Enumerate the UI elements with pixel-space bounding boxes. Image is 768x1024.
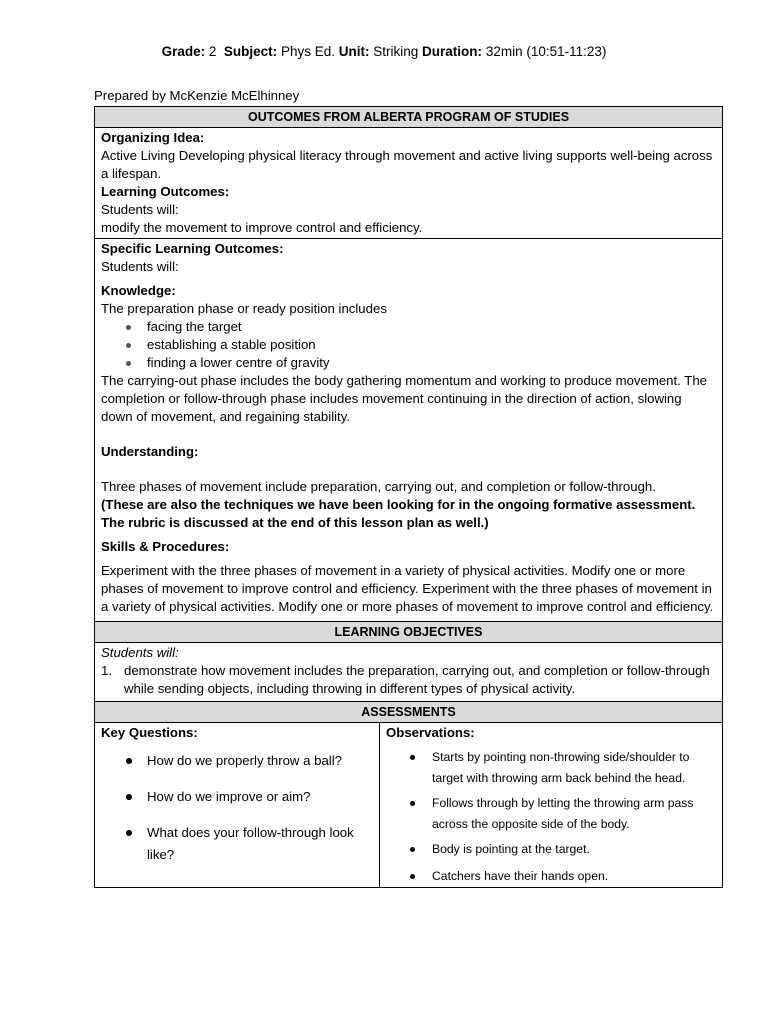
list-item: Follows through by letting the throwing arm pass across the opposite side of the body. (408, 793, 716, 835)
outcomes-heading: OUTCOMES FROM ALBERTA PROGRAM OF STUDIES (95, 107, 723, 128)
specific-outcomes-row (95, 239, 723, 622)
list-item: finding a lower centre of gravity (123, 354, 716, 372)
list-item: Body is pointing at the target. (408, 839, 716, 860)
subject-label: Subject: (223, 44, 278, 59)
students-will-text: Students will: (101, 202, 179, 217)
objectives-students-will: Students will: (101, 645, 179, 660)
list-item: establishing a stable position (123, 336, 716, 354)
organizing-idea-label: Organizing Idea: (101, 130, 205, 145)
assessments-row (95, 723, 723, 888)
knowledge-label: Knowledge: (101, 283, 176, 298)
knowledge-list (101, 318, 716, 372)
key-questions-list (101, 750, 373, 866)
lesson-plan-table (94, 106, 723, 888)
list-item: How do we improve or aim? (123, 786, 373, 808)
observations-label: Observations: (386, 725, 475, 740)
specific-students-will: Students will: (101, 259, 179, 274)
objectives-heading: LEARNING OBJECTIVES (95, 622, 723, 643)
organizing-idea-cell (95, 128, 723, 239)
objectives-heading-row (95, 622, 723, 643)
grade-value: 2 (208, 44, 217, 59)
knowledge-intro: The preparation phase or ready position includes (101, 301, 387, 316)
list-item: Starts by pointing non-throwing side/shoulder to target with throwing arm back behind the head. (408, 747, 716, 789)
understanding-text: Three phases of movement include preparation, carrying out, and completion or follow-through. (101, 479, 656, 494)
key-questions-cell (95, 723, 380, 888)
list-item (101, 662, 716, 698)
objective-number: 1. (101, 663, 112, 678)
objectives-row (95, 643, 723, 702)
grade-label: Grade: (161, 44, 206, 59)
list-item: How do we properly throw a ball? (123, 750, 373, 772)
observations-cell (380, 723, 723, 888)
subject-value: Phys Ed. (280, 44, 335, 59)
specific-outcomes-cell (95, 239, 723, 622)
lesson-header (0, 44, 768, 59)
list-item: What does your follow-through look like? (123, 822, 373, 866)
objectives-list (101, 662, 716, 698)
unit-label: Unit: (338, 44, 370, 59)
understanding-label: Understanding: (101, 444, 199, 459)
objective-text: demonstrate how movement includes the preparation, carrying out, and completion or follow-through while sending objects, including throwing in different types of physical activity. (124, 663, 710, 696)
learning-outcomes-text: modify the movement to improve control and efficiency. (101, 220, 423, 235)
knowledge-text: The carrying-out phase includes the body gathering momentum and working to produce movement. The completion or follow-through phase includes movement continuing in the direction of action, slowing down of movement, and regaining stability. (101, 373, 707, 424)
organizing-idea-row (95, 128, 723, 239)
learning-outcomes-label: Learning Outcomes: (101, 184, 230, 199)
duration-label: Duration: (422, 44, 483, 59)
objectives-cell (95, 643, 723, 702)
understanding-note: (These are also the techniques we have been looking for in the ongoing formative assessment. The rubric is discussed at the end of this lesson plan as well.) (101, 497, 696, 530)
skills-label: Skills & Procedures: (101, 539, 230, 554)
list-item: facing the target (123, 318, 716, 336)
duration-value: 32min (10:51-11:23) (485, 44, 607, 59)
assessments-heading-row (95, 702, 723, 723)
observations-list (386, 747, 716, 887)
specific-outcomes-label: Specific Learning Outcomes: (101, 241, 284, 256)
outcomes-heading-row (95, 107, 723, 128)
key-questions-label: Key Questions: (101, 725, 198, 740)
skills-text: Experiment with the three phases of movement in a variety of physical activities. Modify one or more phases of movement to improve control and efficiency. Experiment with the three phases of movement in a variety of physical activities. Modify one or more phases of movement to improve control and efficiency. (101, 563, 714, 614)
unit-value: Striking (373, 44, 419, 59)
prepared-by: Prepared by McKenzie McElhinney (94, 88, 300, 103)
list-item: Catchers have their hands open. (408, 866, 716, 887)
assessments-heading: ASSESSMENTS (95, 702, 723, 723)
organizing-idea-text: Active Living Developing physical literacy through movement and active living supports well-being across a lifespan. (101, 148, 713, 181)
